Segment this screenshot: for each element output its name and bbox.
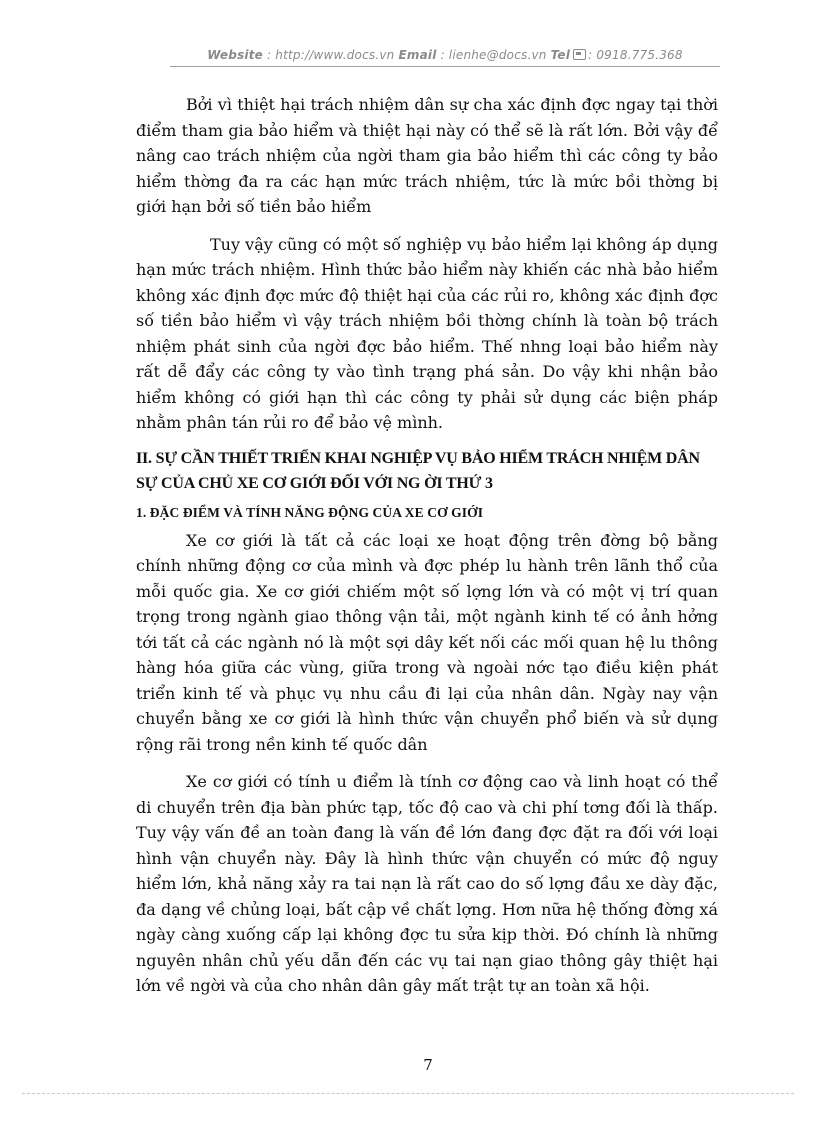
paragraph-liability-limit: Bởi vì thiệt hại trách nhiệm dân sự cha xác định đợc ngay tại thời điểm tham gia bảo hiểm và thiệt hại này có thể sẽ là rất lớn. Bởi vậy để nâng cao trách nhiệm của ngời tham gia bảo hiểm thì các công ty bảo hiểm thờng đa ra các hạn mức trách nhiệm, tức là mức bồi thờng bị giới hạn bởi số tiền bảo hiểm	[136, 95, 718, 216]
paragraph-vehicle-definition: Xe cơ giới là tất cả các loại xe hoạt động trên đờng bộ bằng chính những động cơ của mình và đợc phép lu hành trên lãnh thổ của mỗi quốc gia. Xe cơ giới chiếm một số lợng lớn và có một vị trí quan trọng trong ngành giao thông vận tải, một ngành kinh tế có ảnh hởng tới tất cả các ngành nó là một sợi dây kết nối các mối quan hệ lu thông hàng hóa giữa các vùng, giữa trong và ngoài nớc tạo điều kiện phát triển kinh tế và phục vụ nhu cầu đi lại của nhân dân. Ngày nay vận chuyển bằng xe cơ giới là hình thức vận chuyển phổ biến và sử dụng rộng rãi trong nền kinh tế quốc dân	[136, 530, 718, 754]
phone-icon	[573, 49, 586, 60]
page-header	[170, 48, 720, 67]
website-url: : http://www.docs.vn	[267, 48, 395, 62]
website-label: Website	[207, 48, 263, 62]
paragraph-unlimited-liability: Tuy vậy cũng có một số nghiệp vụ bảo hiểm lại không áp dụng hạn mức trách nhiệm. Hình thức bảo hiểm này khiến các nhà bảo hiểm không xác định đợc mức độ thiệt hại của các rủi ro, không xác định đợc số tiền bảo hiểm vì vậy trách nhiệm bồi thờng chính là toàn bộ trách nhiệm phát sinh của ngời đợc bảo hiểm. Thế nhng loại bảo hiểm này rất dễ đẩy các công ty vào tình trạng phá sản. Do vậy khi nhận bảo hiểm không có giới hạn thì các công ty phải sử dụng các biện pháp nhằm phân tán rủi ro để bảo vệ mình.	[136, 234, 718, 432]
page-number: 7	[423, 1056, 433, 1074]
section-heading: II. SỰ CẦN THIẾT TRIỂN KHAI NGHIỆP VỤ BẢO HIỂM TRÁCH NHIỆM DÂN SỰ CỦA CHỦ XE CƠ GIỚI ĐỐI VỚI NG ỜI THỨ 3	[136, 449, 700, 492]
document-body	[136, 92, 718, 999]
subsection-heading: 1. ĐẶC ĐIỂM VÀ TÍNH NĂNG ĐỘNG CỦA XE CƠ GIỚI	[136, 504, 484, 520]
email-address: : lienhe@docs.vn	[440, 48, 547, 62]
page-edge-divider	[22, 1093, 794, 1094]
tel-label: Tel	[550, 48, 571, 62]
paragraph-vehicle-characteristics: Xe cơ giới có tính u điểm là tính cơ động cao và linh hoạt có thể di chuyển trên địa bàn phức tạp, tốc độ cao và chi phí tơng đối là thấp. Tuy vậy vấn đề an toàn đang là vấn đề lớn đang đợc đặt ra đối với loại hình vận chuyển này. Đây là hình thức vận chuyển có mức độ nguy hiểm lớn, khả năng xảy ra tai nạn là rất cao do số lợng đầu xe dày đặc, đa dạng về chủng loại, bất cập về chất lợng. Hơn nữa hệ thống đờng xá ngày càng xuống cấp lại không đợc tu sửa kịp thời. Đó chính là những nguyên nhân chủ yếu dẫn đến các vụ tai nạn giao thông gây thiệt hại lớn về ngời và của cho nhân dân gây mất trật tự an toàn xã hội.	[136, 772, 718, 995]
email-label: Email	[398, 48, 437, 62]
tel-number: : 0918.775.368	[588, 48, 683, 62]
